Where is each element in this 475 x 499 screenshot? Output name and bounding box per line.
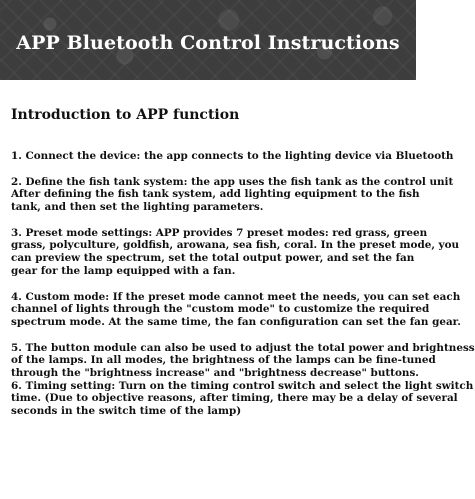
text-line: 6. Timing setting: Turn on the timing control switch and select the light switch — [11, 379, 474, 392]
instructions-body — [11, 150, 475, 418]
text-line: tank, and then set the lighting parameters. — [11, 201, 264, 214]
page-title: APP Bluetooth Control Instructions — [16, 32, 400, 54]
text-line: can preview the spectrum, set the total output power, and set the fan — [11, 252, 415, 265]
paragraph-connect-device — [11, 150, 454, 163]
section-heading: Introduction to APP function — [11, 107, 240, 123]
text-line: 4. Custom mode: If the preset mode cannot meet the needs, you can set each — [11, 290, 461, 303]
text-line: channel of lights through the "custom mode" to customize the required — [11, 303, 430, 316]
text-line: 1. Connect the device: the app connects to the lighting device via Bluetooth — [11, 150, 454, 162]
text-line: seconds in the switch time of the lamp) — [11, 405, 242, 417]
text-line: time. (Due to objective reasons, after timing, there may be a delay of several — [11, 392, 458, 405]
text-line: 3. Preset mode settings: APP provides 7 preset modes: red grass, green — [11, 226, 428, 239]
paragraph-custom-mode — [11, 290, 461, 329]
text-line: 2. Define the fish tank system: the app uses the fish tank as the control unit — [11, 175, 454, 188]
paragraph-define-fish-tank — [11, 175, 454, 214]
text-line: 5. The button module can also be used to adjust the total power and brightness — [11, 341, 475, 354]
text-line: After defining the fish tank system, add lighting equipment to the fish — [11, 188, 420, 201]
text-line: grass, polyculture, goldfish, arowana, sea fish, coral. In the preset mode, you — [11, 239, 460, 252]
text-line: gear for the lamp equipped with a fan. — [11, 264, 236, 277]
text-line: through the "brightness increase" and "brightness decrease" buttons. — [11, 366, 419, 379]
paragraph-preset-mode — [11, 226, 460, 278]
paragraph-button-and-timing — [11, 341, 475, 418]
header-banner — [0, 0, 416, 80]
text-line: of the lamps. In all modes, the brightness of the lamps can be fine-tuned — [11, 354, 436, 367]
text-line: spectrum mode. At the same time, the fan configuration can set the fan gear. — [11, 315, 461, 328]
